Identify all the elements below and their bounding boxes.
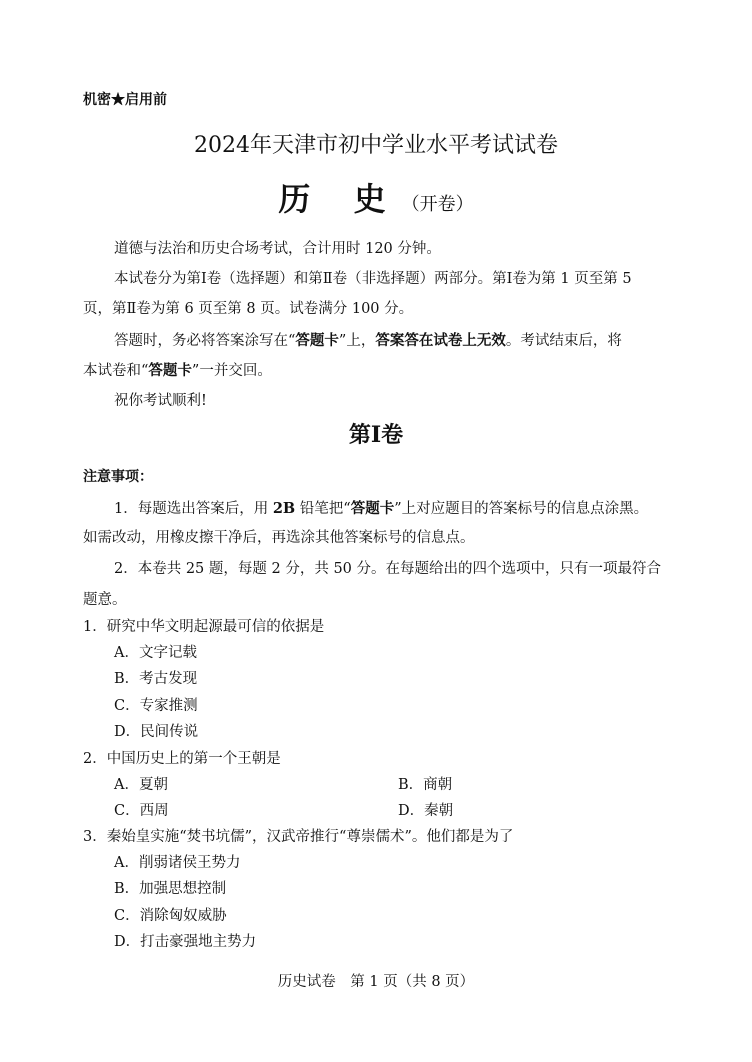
intro-line-5-part-c: ”一并交回。 bbox=[191, 363, 272, 379]
intro-line-3: 页，第Ⅱ卷为第 6 页至第 8 页。试卷满分 100 分。 bbox=[83, 301, 414, 317]
intro-line-5-part-a: 本试卷和“ bbox=[83, 363, 149, 379]
question-1-stem: 1．研究中华文明起源最可信的依据是 bbox=[83, 619, 325, 635]
subject-note: （开卷） bbox=[401, 194, 474, 215]
question-2-option-a: A．夏朝 bbox=[114, 777, 168, 793]
intro-line-4-part-a: 答题时，务必将答案涂写在“ bbox=[114, 333, 296, 349]
question-3-stem: 3．秦始皇实施“焚书坑儒”，汉武帝推行“尊崇儒术”。他们都是为了 bbox=[83, 829, 514, 845]
volume-title: 第Ⅰ卷 bbox=[348, 422, 404, 448]
question-2-option-b: B．商朝 bbox=[398, 777, 453, 793]
question-1-option-a: A．文字记载 bbox=[114, 645, 197, 661]
question-3-option-d: D．打击豪强地主势力 bbox=[114, 934, 257, 950]
question-2-option-c: C．西周 bbox=[114, 803, 169, 819]
good-luck-line: 祝你考试顺利! bbox=[114, 393, 207, 409]
answer-card-emphasis-3: 答题卡 bbox=[350, 500, 395, 517]
subject-heading bbox=[0, 174, 752, 220]
exam-title: 2024年天津市初中学业水平考试试卷 bbox=[194, 133, 558, 158]
notice-heading: 注意事项： bbox=[83, 469, 153, 485]
question-3-option-c: C．消除匈奴威胁 bbox=[114, 908, 227, 924]
intro-line-4-part-e: 。考试结束后，将 bbox=[505, 333, 622, 349]
intro-line-1: 道德与法治和历史合场考试，合计用时 120 分钟。 bbox=[114, 241, 441, 257]
subject-name: 历 史 bbox=[278, 180, 402, 218]
question-3-option-b: B．加强思想控制 bbox=[114, 881, 227, 897]
intro-line-5 bbox=[83, 359, 272, 380]
notice-item-2-line-2: 题意。 bbox=[83, 592, 127, 608]
question-1-option-c: C．专家推测 bbox=[114, 698, 198, 714]
question-1-option-b: B．考古发现 bbox=[114, 671, 198, 687]
notice-item-2: 2．本卷共 25 题，每题 2 分，共 50 分。在每题给出的四个选项中，只有一项最符合 bbox=[114, 561, 662, 577]
answer-card-emphasis-2: 答题卡 bbox=[148, 362, 192, 379]
pencil-type: 2B bbox=[272, 500, 296, 517]
notice-1-part-a: 1．每题选出答案后，用 bbox=[114, 501, 273, 517]
notice-1-part-c: 铅笔把“ bbox=[295, 501, 351, 517]
page-footer: 历史试卷 第 1 页（共 8 页） bbox=[277, 974, 475, 990]
invalid-answer-warning: 答案答在试卷上无效 bbox=[375, 332, 506, 349]
notice-item-1 bbox=[114, 497, 648, 518]
answer-card-emphasis: 答题卡 bbox=[295, 332, 339, 349]
intro-line-2: 本试卷分为第Ⅰ卷（选择题）和第Ⅱ卷（非选择题）两部分。第Ⅰ卷为第 1 页至第 5 bbox=[114, 271, 632, 287]
question-3-option-a: A．削弱诸侯王势力 bbox=[114, 855, 241, 871]
intro-line-4-part-c: ”上， bbox=[338, 333, 376, 349]
intro-line-4 bbox=[114, 329, 622, 350]
confidential-mark: 机密★启用前 bbox=[83, 92, 167, 108]
question-2-option-d: D．秦朝 bbox=[398, 803, 454, 819]
question-2-stem: 2．中国历史上的第一个王朝是 bbox=[83, 751, 281, 767]
notice-item-1-line-2: 如需改动，用橡皮擦干净后，再选涂其他答案标号的信息点。 bbox=[83, 530, 475, 546]
question-1-option-d: D．民间传说 bbox=[114, 724, 199, 740]
notice-1-part-e: ”上对应题目的答案标号的信息点涂黑。 bbox=[394, 501, 649, 517]
